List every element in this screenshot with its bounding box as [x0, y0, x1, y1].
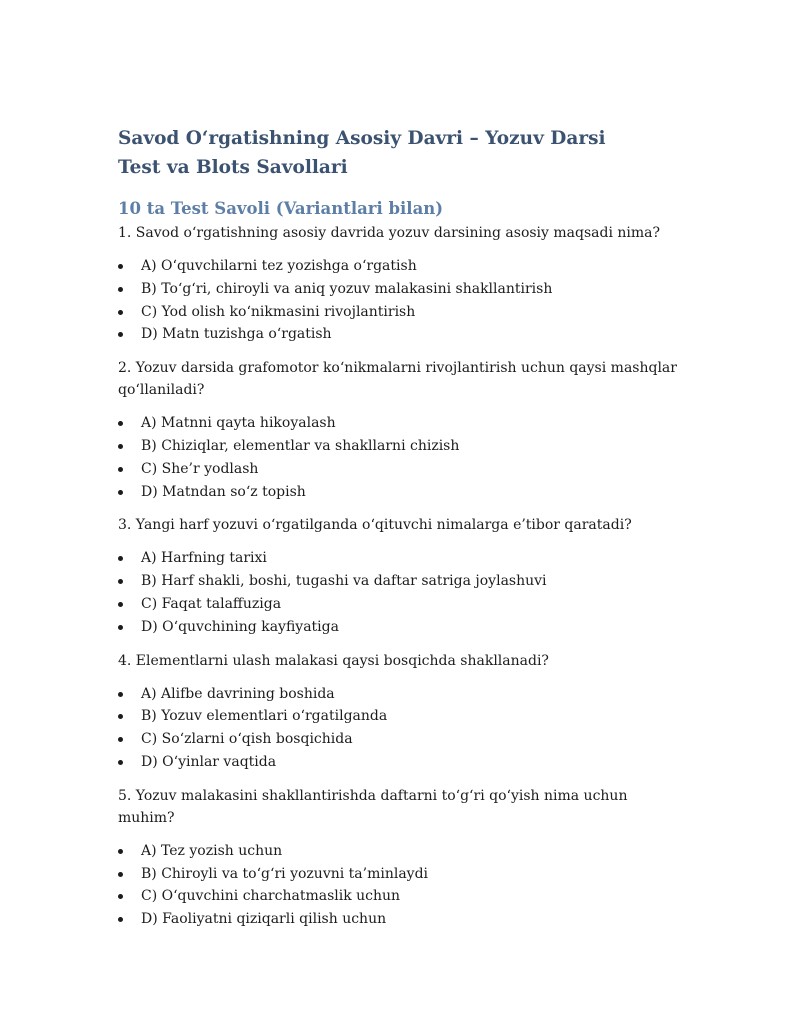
option-item: [118, 435, 678, 458]
option-item: [118, 863, 678, 886]
option-list: [118, 255, 678, 346]
question-text: 1. Savod o‘rgatishning asosiy davrida yozuv darsining asosiy maqsadi nima?: [118, 225, 661, 241]
bullet-icon: [118, 894, 123, 899]
document-page: [118, 124, 678, 942]
option-label: C) So‘zlarni o‘qish bosqichida: [141, 731, 353, 748]
question-block-5: [118, 785, 678, 931]
bullet-icon: [118, 602, 123, 607]
option-item: [118, 616, 678, 639]
title-line-1: Savod O‘rgatishning Asosiy Davri – Yozuv Darsi: [118, 128, 606, 149]
option-label: D) Matndan so‘z topish: [141, 483, 306, 500]
section-heading: 10 ta Test Savoli (Variantlari bilan): [118, 199, 444, 218]
question-text: 5. Yozuv malakasini shakllantirishda daftarni to‘g‘ri qo‘yish nima uchun muhim?: [118, 787, 628, 826]
bullet-icon: [118, 287, 123, 292]
option-item: [118, 278, 678, 301]
document-title: [118, 124, 678, 182]
option-item: [118, 458, 678, 481]
option-label: B) Chiroyli va to‘g‘ri yozuvni ta’minlaydi: [141, 865, 429, 882]
option-item: [118, 570, 678, 593]
bullet-icon: [118, 490, 123, 495]
question-text: 2. Yozuv darsida grafomotor ko‘nikmalarni rivojlantirish uchun qaysi mashqlar qo‘llaniladi?: [118, 360, 677, 399]
bullet-icon: [118, 849, 123, 854]
option-label: D) O‘yinlar vaqtida: [141, 753, 277, 770]
option-label: D) O‘quvchining kayfiyatiga: [141, 618, 339, 635]
option-item: [118, 885, 678, 908]
bullet-icon: [118, 714, 123, 719]
option-label: B) Harf shakli, boshi, tugashi va daftar satriga joylashuvi: [141, 573, 547, 590]
bullet-icon: [118, 625, 123, 630]
bullet-icon: [118, 556, 123, 561]
option-label: A) Alifbe davrining boshida: [141, 685, 335, 702]
question-block-4: [118, 650, 678, 774]
option-item: [118, 593, 678, 616]
option-label: C) Yod olish ko‘nikmasini rivojlantirish: [141, 303, 416, 320]
bullet-icon: [118, 692, 123, 697]
option-label: B) To‘g‘ri, chiroyli va aniq yozuv malakasini shakllantirish: [141, 280, 553, 297]
option-item: [118, 705, 678, 728]
bullet-icon: [118, 421, 123, 426]
option-item: [118, 908, 678, 931]
option-item: [118, 728, 678, 751]
bullet-icon: [118, 917, 123, 922]
option-item: [118, 301, 678, 324]
question-block-1: [118, 222, 678, 346]
question-block-3: [118, 514, 678, 638]
option-label: D) Matn tuzishga o‘rgatish: [141, 326, 332, 343]
bullet-icon: [118, 264, 123, 269]
question-text: 3. Yangi harf yozuvi o‘rgatilganda o‘qituvchi nimalarga e’tibor qaratadi?: [118, 517, 632, 534]
question-text: 4. Elementlarni ulash malakasi qaysi bosqichda shakllanadi?: [118, 652, 549, 669]
option-label: C) O‘quvchini charchatmaslik uchun: [141, 888, 401, 905]
option-item: [118, 255, 678, 278]
option-label: A) Matnni qayta hikoyalash: [141, 415, 336, 432]
option-item: [118, 840, 678, 863]
option-label: C) Faqat talaffuziga: [141, 595, 282, 612]
bullet-icon: [118, 872, 123, 877]
option-label: A) Harfning tarixi: [141, 550, 267, 567]
bullet-icon: [118, 444, 123, 449]
option-list: [118, 683, 678, 774]
option-item: [118, 323, 678, 346]
option-list: [118, 840, 678, 931]
option-label: A) O‘quvchilarni tez yozishga o‘rgatish: [141, 258, 417, 274]
bullet-icon: [118, 737, 123, 742]
option-label: D) Faoliyatni qiziqarli qilish uchun: [141, 911, 387, 928]
question-block-2: [118, 357, 678, 503]
bullet-icon: [118, 760, 123, 765]
option-label: C) She’r yodlash: [141, 460, 259, 477]
bullet-icon: [118, 332, 123, 337]
option-label: B) Yozuv elementlari o‘rgatilganda: [141, 708, 388, 725]
bullet-icon: [118, 310, 123, 315]
option-list: [118, 547, 678, 638]
option-list: [118, 412, 678, 503]
option-item: [118, 412, 678, 435]
option-item: [118, 751, 678, 774]
bullet-icon: [118, 579, 123, 584]
option-label: B) Chiziqlar, elementlar va shakllarni chizish: [141, 437, 460, 454]
option-item: [118, 683, 678, 706]
option-item: [118, 547, 678, 570]
bullet-icon: [118, 467, 123, 472]
option-item: [118, 481, 678, 504]
title-line-2: Test va Blots Savollari: [118, 157, 348, 178]
option-label: A) Tez yozish uchun: [141, 842, 283, 859]
